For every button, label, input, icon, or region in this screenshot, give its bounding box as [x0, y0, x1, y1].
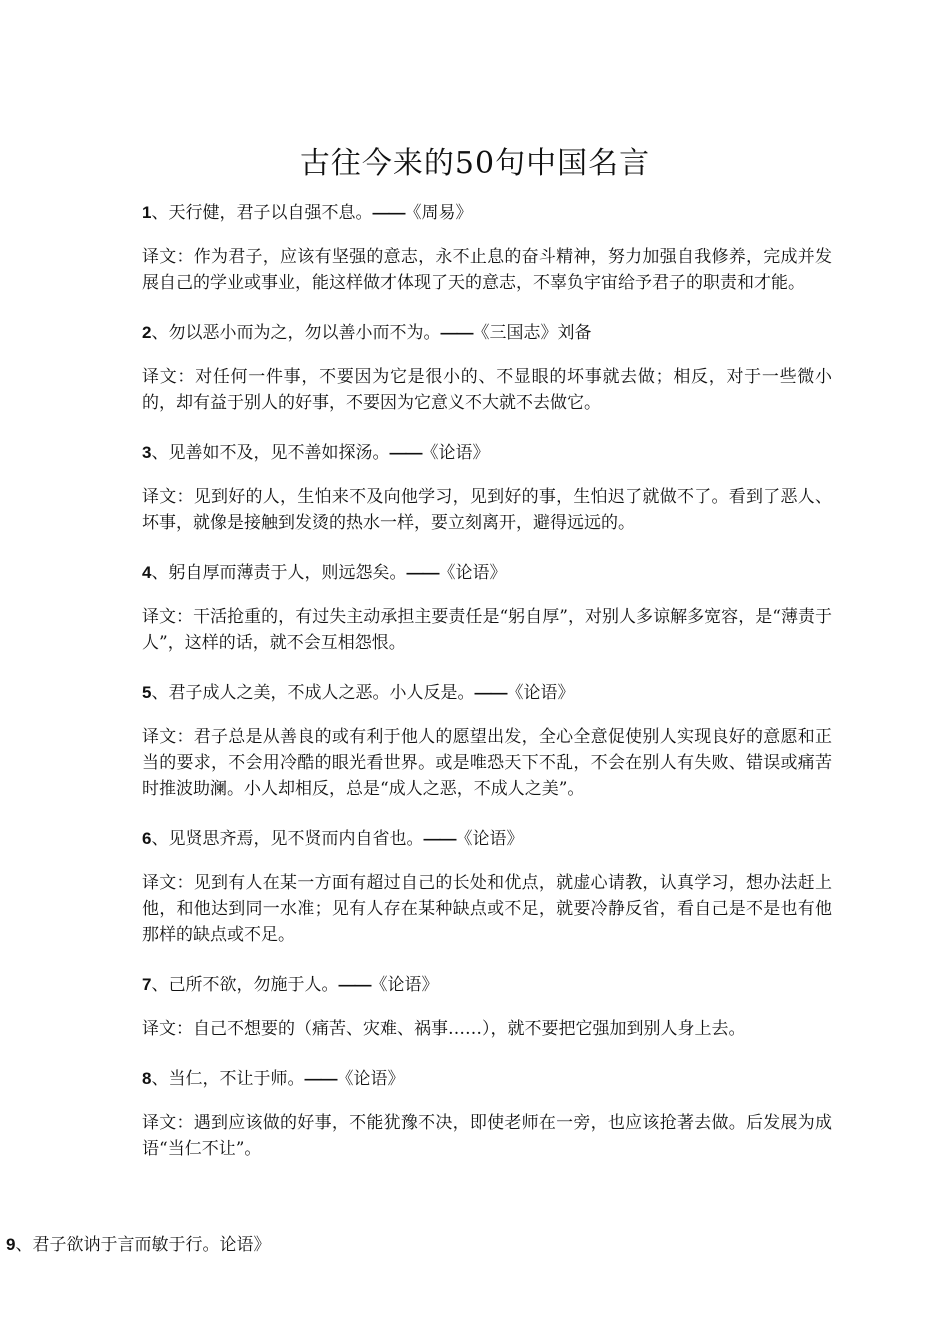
translation-8: 译文：遇到应该做的好事，不能犹豫不决，即使老师在一旁，也应该抢著去做。后发展为成语“当仁不让”。: [142, 1113, 832, 1159]
quote-text: 、见善如不及，见不善如探汤。: [151, 443, 390, 463]
translation-4: 译文：干活抢重的，有过失主动承担主要责任是“躬自厚”，对别人多谅解多宽容，是“薄责于人”，这样的话，就不会互相怨恨。: [142, 607, 832, 653]
quote-source: 《论语》: [370, 975, 439, 995]
quote-list: [142, 198, 832, 1184]
quote-number: 7: [142, 975, 152, 994]
quote-number: 9: [6, 1235, 16, 1254]
quote-5: [142, 678, 832, 708]
quote-9: [6, 1230, 270, 1260]
quote-source: 《论语》: [455, 829, 524, 849]
quote-source: 《论语》: [421, 443, 490, 463]
quote-1: [142, 198, 832, 228]
quote-dash: ——: [389, 443, 422, 462]
quote-3: [142, 438, 832, 468]
quote-dash: ——: [338, 975, 371, 994]
quote-dash: ——: [406, 563, 439, 582]
quote-8: [142, 1064, 832, 1094]
quote-number: 3: [142, 443, 152, 462]
quote-source: 《三国志》刘备: [472, 323, 592, 343]
quote-text: 、君子成人之美，不成人之恶。小人反是。: [151, 683, 475, 703]
quote-text: 、己所不欲，勿施于人。: [151, 975, 339, 995]
quote-dash: ——: [304, 1069, 337, 1088]
quote-source: 《周易》: [404, 203, 473, 223]
quote-number: 8: [142, 1069, 152, 1088]
quote-text: 、躬自厚而薄责于人，则远怨矣。: [151, 563, 407, 583]
quote-text: 、勿以恶小而为之，勿以善小而不为。: [151, 323, 441, 343]
quote-text: 、天行健，君子以自强不息。: [151, 203, 373, 223]
quote-text: 、当仁，不让于师。: [151, 1069, 305, 1089]
translation-3: 译文：见到好的人，生怕来不及向他学习，见到好的事，生怕迟了就做不了。看到了恶人、坏事，就像是接触到发烫的热水一样，要立刻离开，避得远远的。: [142, 487, 832, 533]
quote-dash: ——: [474, 683, 507, 702]
quote-text: 、君子欲讷于言而敏于行。论语》: [15, 1235, 271, 1255]
quote-source: 《论语》: [336, 1069, 405, 1089]
quote-number: 4: [142, 563, 152, 582]
translation-1: 译文：作为君子，应该有坚强的意志，永不止息的奋斗精神，努力加强自我修养，完成并发展自己的学业或事业，能这样做才体现了天的意志，不辜负宇宙给予君子的职责和才能。: [142, 247, 832, 293]
quote-source: 《论语》: [438, 563, 507, 583]
quote-dash: ——: [423, 829, 456, 848]
quote-number: 5: [142, 683, 152, 702]
translation-2: 译文：对任何一件事，不要因为它是很小的、不显眼的坏事就去做；相反，对于一些微小的，却有益于别人的好事，不要因为它意义不大就不去做它。: [142, 367, 832, 413]
quote-dash: ——: [440, 323, 473, 342]
quote-7: [142, 970, 832, 1000]
page-title: 古往今来的50句中国名言: [299, 146, 651, 182]
quote-dash: ——: [372, 203, 405, 222]
quote-number: 2: [142, 323, 152, 342]
quote-4: [142, 558, 832, 588]
quote-6: [142, 824, 832, 854]
quote-number: 6: [142, 829, 152, 848]
translation-6: 译文：见到有人在某一方面有超过自己的长处和优点，就虚心请教，认真学习，想办法赶上他，和他达到同一水准；见有人存在某种缺点或不足，就要冷静反省，看自己是不是也有他那样的缺点或不足。: [142, 873, 832, 945]
translation-5: 译文：君子总是从善良的或有利于他人的愿望出发，全心全意促使别人实现良好的意愿和正当的要求，不会用冷酷的眼光看世界。或是唯恐天下不乱，不会在别人有失败、错误或痛苦时推波助澜。小人却相反，总是“成人之恶，不成人之美”。: [142, 727, 832, 799]
quote-source: 《论语》: [506, 683, 575, 703]
quote-number: 1: [142, 203, 152, 222]
quote-2: [142, 318, 832, 348]
translation-7: 译文：自己不想要的（痛苦、灾难、祸事……），就不要把它强加到别人身上去。: [142, 1019, 746, 1039]
quote-text: 、见贤思齐焉，见不贤而内自省也。: [151, 829, 424, 849]
